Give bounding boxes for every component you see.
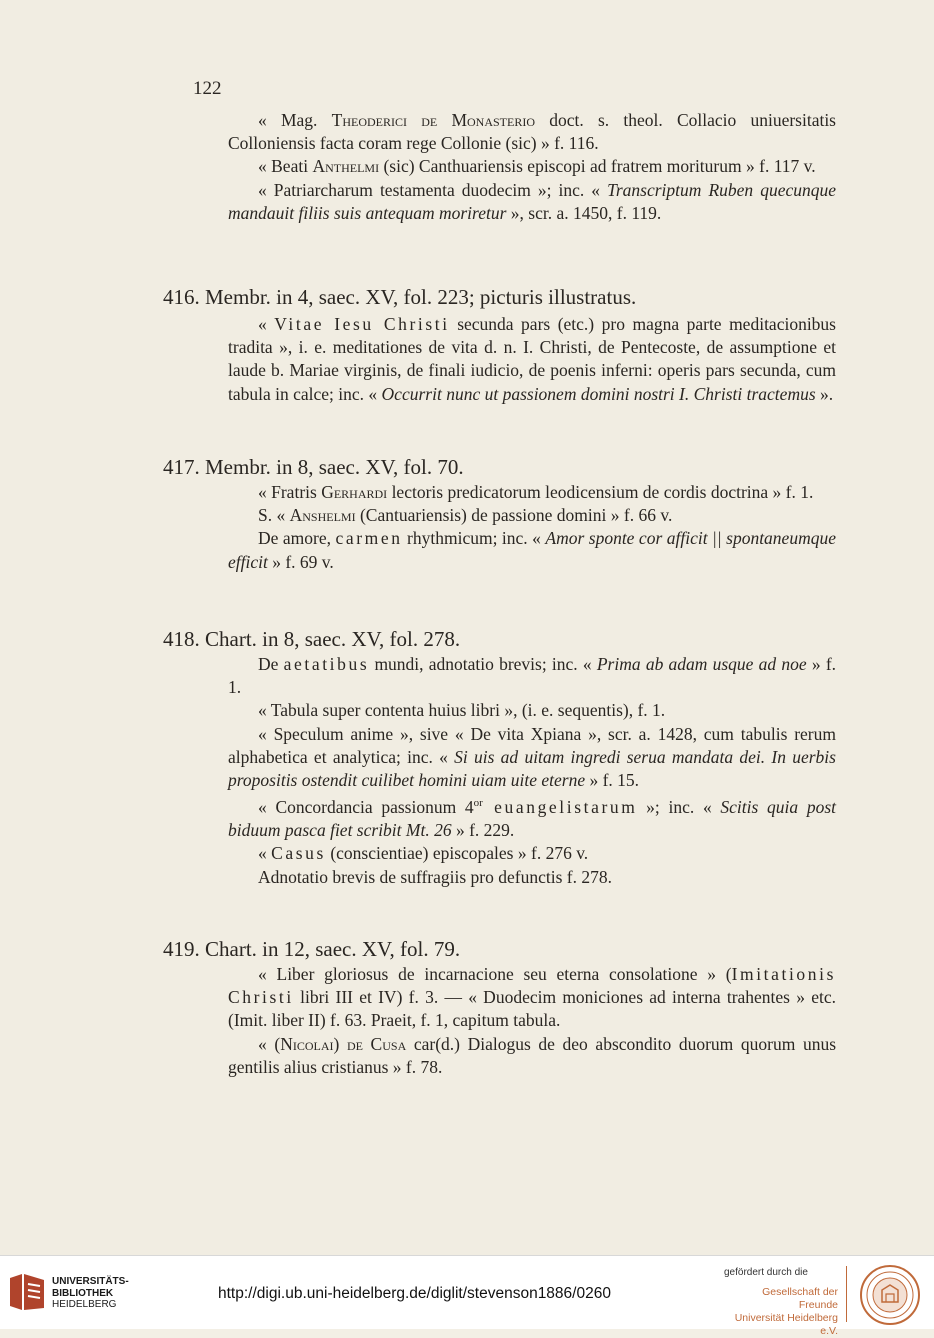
paragraph: « Fratris Gerhardi lectoris predicatorum leodicensium de cordis doctrina » f. 1. (258, 482, 814, 502)
paragraph: Adnotatio brevis de suffragiis pro defunctis f. 278. (258, 866, 612, 887)
entry-heading-418: 418. Chart. in 8, saec. XV, fol. 278. (163, 627, 461, 651)
paragraph: S. « Anshelmi (Cantuariensis) de passione domini » f. 66 v. (258, 505, 673, 526)
entry-heading-419: 419. Chart. in 12, saec. XV, fol. 79. (163, 937, 461, 961)
paragraph: « Patriarcharum testamenta duodecim »; inc. « Transcriptum Ruben quecunque mandauit filiis suis antequam moriretur », scr. a. 1450, f. 119. (228, 179, 837, 223)
entry-heading-416: 416. Membr. in 4, saec. XV, fol. 223; picturis illustratus. (163, 285, 637, 309)
page-number: 122 (193, 78, 222, 99)
intro-block (228, 109, 836, 225)
sponsor-intro: gefördert durch die (724, 1267, 808, 1278)
paragraph: « Vitae Iesu Christi secunda pars (etc.) pro magna parte meditacionibus tradita », i. e. meditationes de vita d. n. I. Christi, de Pentecoste, de assumptione et laude b. Mariae virginis, de finali iudicio, de poenis inferni: operis pars secunda, cum tabula in calce; inc. « Occurrit nunc ut passionem domini nostri I. Christi tractemus ». (228, 314, 836, 404)
university-seal-icon (858, 1264, 922, 1326)
paragraph: « Tabula super contenta huius libri », (i. e. sequentis), f. 1. (258, 700, 666, 721)
library-logo-icon (8, 1272, 46, 1312)
paragraph: « Concordancia passionum $4^{or}$ euangelistarum »; inc. « Scitis quia post biduum pasca fiet scribit Mt. 26 » f. 229. (228, 797, 837, 841)
author-name: Anshelmi (289, 505, 356, 526)
entry-418-body (228, 653, 836, 889)
paragraph: De amore, carmen rhythmicum; inc. « Amor sponte cor afficit || spontaneumque efficit » f. 69 v. (228, 528, 836, 572)
entry-419-body (228, 963, 836, 1079)
author-name: de Cusa (346, 1033, 407, 1054)
library-name: UNIVERSITÄTS- BIBLIOTHEK HEIDELBERG (52, 1276, 129, 1310)
sponsor-name: Gesellschaft der Freunde Universität Heidelberg e.V. (734, 1286, 838, 1337)
author-name: Nicolai (280, 1033, 334, 1054)
entry-416-body (228, 313, 836, 406)
footer-bar (0, 1255, 934, 1337)
paragraph: « Beati Anthelmi (sic) Canthuariensis episcopi ad fratrem moriturum » f. 117 v. (258, 156, 816, 177)
paragraph: « Casus (conscientiae) episcopales » f. 276 v. (258, 843, 589, 864)
author-name: Gerhardi (321, 482, 388, 502)
author-name: Anthelmi (312, 156, 380, 177)
paragraph: « Mag. Theoderici de Monasterio doct. s. theol. Collacio uniuersitatis Colloniensis facta coram rege Collonie (sic) » f. 116. (228, 110, 836, 154)
author-name: Theoderici de Monasterio (331, 110, 535, 130)
entry-heading-417: 417. Membr. in 8, saec. XV, fol. 70. (163, 455, 464, 479)
paragraph: « Speculum anime », sive « De vita Xpiana », scr. a. 1428, cum tabulis rerum alphabetica et analytica; inc. « Si uis ad uitam ingredi serua mandata dei. In uerbis propositis ostendit cuilibet homini uiam uite eterne » f. 15. (228, 723, 836, 791)
divider (846, 1266, 847, 1322)
paragraph: « Liber gloriosus de incarnacione seu eterna consolatione » (Imitationis Christi libri III et IV) f. 3. — « Duodecim moniciones ad interna trahentes » etc. (Imit. liber II) f. 63. Praeit, f. 1, capitum tabula. (228, 964, 836, 1031)
entry-417-body (228, 481, 836, 574)
permalink-url[interactable]: http://digi.ub.uni-heidelberg.de/diglit/stevenson1886/0260 (218, 1285, 611, 1302)
paragraph: De aetatibus mundi, adnotatio brevis; inc. « Prima ab adam usque ad noe » f. 1. (228, 654, 837, 698)
paragraph: « (Nicolai) de Cusa car(d.) Dialogus de deo abscondito duorum quorum unus gentilis alius cristianus » f. 78. (228, 1033, 837, 1077)
